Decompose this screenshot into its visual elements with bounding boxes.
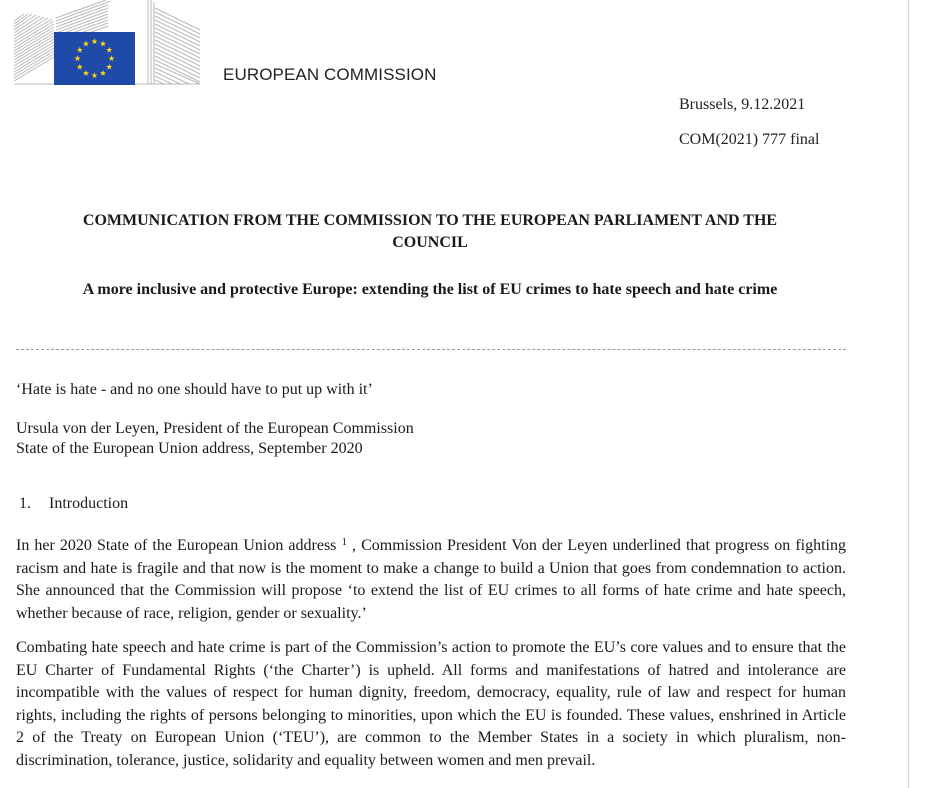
paragraph-1 — [16, 535, 846, 625]
title-line-1: COMMUNICATION FROM THE COMMISSION TO THE EUROPEAN PARLIAMENT AND THE — [82, 212, 778, 229]
document-title — [40, 210, 820, 254]
epigraph-quote: ‘Hate is hate - and no one should have to put up with it’ — [16, 381, 373, 398]
place-date: Brussels, 9.12.2021 — [679, 96, 806, 113]
page-edge — [908, 0, 909, 788]
paragraph-1-text-end: , Commission President Von der Leyen underlined that progress on fighting racism and hate is fragile and that now is the moment to make a change to build a Union that goes from condemnation to action. She announced that the Commission will propose ‘to extend the list of EU crimes to all forms of hate crime and hate speech, whether because of race, religion, gender or sexuality.’ — [16, 537, 846, 622]
epigraph-source: State of the European Union address, September 2020 — [16, 440, 363, 457]
section-title: Introduction — [49, 495, 129, 512]
institution-name: EUROPEAN COMMISSION — [223, 65, 437, 84]
document-reference: COM(2021) 777 final — [679, 131, 820, 148]
footnote-reference[interactable]: 1 — [341, 536, 347, 548]
paragraph-2: Combating hate speech and hate crime is part of the Commission’s action to promote the EU’s core values and to ensure that the EU Charter of Fundamental Rights (‘the Charter’) is upheld. All forms and manifestations of hatred and intolerance are incompatible with the values of respect for human dignity, freedom, democracy, equality, rule of law and respect for human rights, including the rights of persons belonging to minorities, upon which the EU is founded. These values, enshrined in Article 2 of the Treaty on European Union (‘TEU’), are common to the Member States in a society in which pluralism, non-discrimination, tolerance, justice, solidarity and equality between women and men prevail. — [16, 639, 846, 769]
epigraph-author: Ursula von der Leyen, President of the European Commission — [16, 420, 414, 437]
separator-line — [16, 349, 846, 350]
section-heading — [19, 495, 128, 513]
title-line-2: COUNCIL — [392, 234, 468, 251]
document-subtitle: A more inclusive and protective Europe: extending the list of EU crimes to hate speech and hate crime — [82, 281, 778, 298]
european-commission-logo — [14, 0, 204, 88]
paragraph-1-text-start: In her 2020 State of the European Union address — [16, 537, 342, 554]
section-number: 1. — [19, 495, 31, 512]
